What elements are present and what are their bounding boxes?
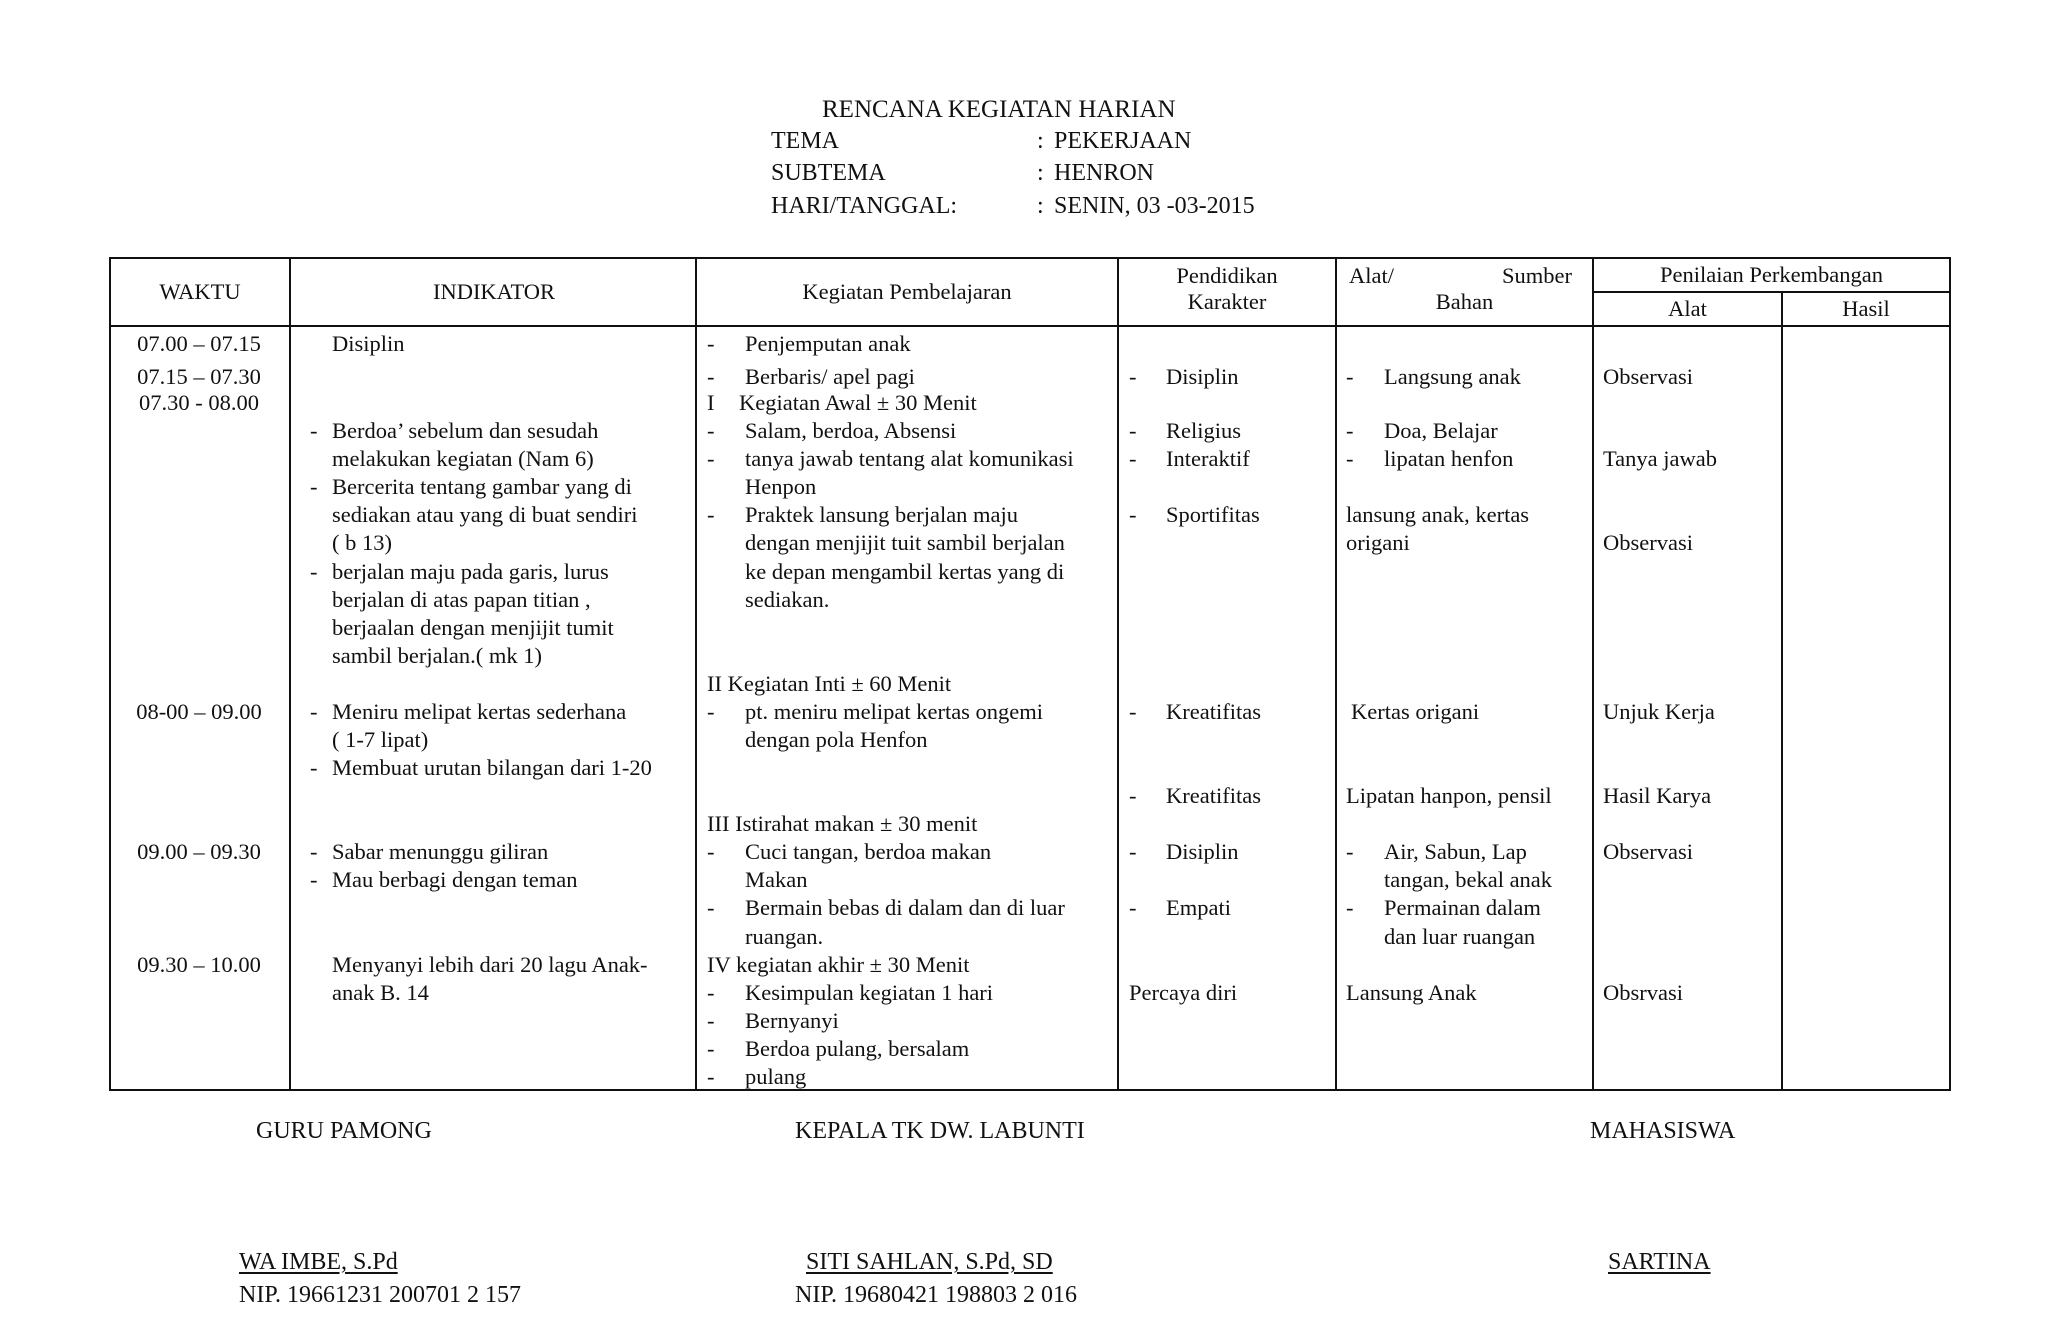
indikator-line: berjalan maju pada garis, lurus: [332, 559, 609, 584]
column-divider: [1117, 257, 1119, 1091]
signature-title-kepala-tk: KEPALA TK DW. LABUNTI: [795, 1118, 1085, 1144]
alat-bahan-item: Air, Sabun, Lap: [1384, 839, 1527, 864]
pendidikan-bullet: -: [1129, 446, 1137, 471]
indikator-line: Membuat urutan bilangan dari 1-20: [332, 755, 652, 780]
kegiatan-section-heading: IV kegiatan akhir ± 30 Menit: [707, 952, 970, 977]
indikator-bullet: -: [310, 474, 318, 499]
signature-nip-guru-pamong: NIP. 19661231 200701 2 157: [239, 1282, 522, 1308]
header-bottom-rule: [109, 325, 1951, 327]
header-sep-tema: :: [1037, 128, 1044, 154]
kegiatan-line: Kesimpulan kegiatan 1 hari: [745, 980, 994, 1005]
column-header-alat-sumber-line2: Bahan: [1435, 289, 1494, 314]
column-header-kegiatan: Kegiatan Pembelajaran: [802, 279, 1012, 304]
signature-name-guru-pamong: WA IMBE, S.Pd: [239, 1249, 398, 1275]
column-divider: [695, 257, 697, 1091]
pendidikan-karakter-item: Empati: [1166, 895, 1231, 920]
column-divider: [1592, 257, 1594, 1091]
waktu-cell: 09.00 – 09.30: [137, 839, 261, 864]
header-label-tema: TEMA: [771, 128, 839, 154]
pendidikan-karakter-item: Disiplin: [1166, 364, 1239, 389]
table-border-right: [1949, 257, 1951, 1091]
header-sep-hari-tanggal: :: [1037, 193, 1044, 219]
penilaian-alat-item: Observasi: [1603, 364, 1693, 389]
kegiatan-line: ruangan.: [745, 924, 824, 949]
kegiatan-section-number: I: [707, 390, 715, 415]
pendidikan-karakter-item: Religius: [1166, 418, 1242, 443]
kegiatan-line: ke depan mengambil kertas yang di: [745, 559, 1065, 584]
kegiatan-bullet: -: [707, 895, 715, 920]
kegiatan-line: Berdoa pulang, bersalam: [745, 1036, 970, 1061]
penilaian-alat-item: Observasi: [1603, 839, 1693, 864]
kegiatan-line: dengan menjijit tuit sambil berjalan: [745, 530, 1065, 555]
penilaian-alat-item: Hasil Karya: [1603, 783, 1712, 808]
table-border-bottom: [109, 1089, 1951, 1091]
column-header-penilaian-alat: Alat: [1668, 296, 1707, 321]
indikator-bullet: -: [310, 755, 318, 780]
header-sep-subtema: :: [1037, 160, 1044, 186]
kegiatan-section-heading: Kegiatan Awal ± 30 Menit: [739, 390, 977, 415]
header-label-subtema: SUBTEMA: [771, 160, 886, 186]
alat-bahan-item: origani: [1346, 530, 1410, 555]
indikator-line: ( b 13): [332, 530, 392, 555]
indikator-line: Sabar menunggu giliran: [332, 839, 549, 864]
column-header-alat-sumber-line1b: Sumber: [1502, 263, 1572, 288]
header-value-hari-tanggal: SENIN, 03 -03-2015: [1054, 193, 1255, 219]
column-header-penilaian-hasil: Hasil: [1842, 296, 1890, 321]
indikator-line: Menyanyi lebih dari 20 lagu Anak-: [332, 952, 648, 977]
indikator-line: Disiplin: [332, 331, 405, 356]
signature-nip-kepala-tk: NIP. 19680421 198803 2 016: [795, 1282, 1078, 1308]
pendidikan-bullet: -: [1129, 839, 1137, 864]
alat-bahan-item: Doa, Belajar: [1384, 418, 1498, 443]
kegiatan-line: Bermain bebas di dalam dan di luar: [745, 895, 1065, 920]
penilaian-alat-item: Obsrvasi: [1603, 980, 1683, 1005]
pendidikan-bullet: -: [1129, 502, 1137, 527]
alat-bahan-bullet: -: [1346, 364, 1354, 389]
penilaian-alat-item: Unjuk Kerja: [1603, 699, 1715, 724]
penilaian-alat-item: Tanya jawab: [1603, 446, 1717, 471]
indikator-line: melakukan kegiatan (Nam 6): [332, 446, 594, 471]
indikator-line: Meniru melipat kertas sederhana: [332, 699, 627, 724]
alat-bahan-item: Kertas origani: [1351, 699, 1480, 724]
table-border-top: [109, 257, 1951, 259]
kegiatan-bullet: -: [707, 980, 715, 1005]
kegiatan-line: Berbaris/ apel pagi: [745, 364, 915, 389]
alat-bahan-bullet: -: [1346, 418, 1354, 443]
alat-bahan-item: Permainan dalam: [1384, 895, 1541, 920]
pendidikan-bullet: -: [1129, 895, 1137, 920]
kegiatan-bullet: -: [707, 331, 715, 356]
kegiatan-line: dengan pola Henfon: [745, 727, 928, 752]
kegiatan-bullet: -: [707, 1036, 715, 1061]
header-label-hari-tanggal: HARI/TANGGAL:: [771, 193, 958, 219]
signature-title-mahasiswa: MAHASISWA: [1590, 1118, 1736, 1144]
pendidikan-bullet: -: [1129, 418, 1137, 443]
indikator-line: Bercerita tentang gambar yang di: [332, 474, 632, 499]
column-header-waktu: WAKTU: [159, 279, 241, 304]
kegiatan-line: Makan: [745, 867, 808, 892]
signature-title-guru-pamong: GURU PAMONG: [256, 1118, 432, 1144]
kegiatan-line: Penjemputan anak: [745, 331, 911, 356]
waktu-cell: 07.15 – 07.30: [137, 364, 261, 389]
waktu-cell: 07.30 - 08.00: [139, 390, 259, 415]
column-header-pendidikan-line2: Karakter: [1187, 289, 1267, 314]
indikator-bullet: -: [310, 839, 318, 864]
column-divider: [1335, 257, 1337, 1091]
alat-bahan-bullet: -: [1346, 839, 1354, 864]
header-value-tema: PEKERJAAN: [1054, 128, 1192, 154]
alat-bahan-item: lipatan henfon: [1384, 446, 1514, 471]
kegiatan-bullet: -: [707, 446, 715, 471]
kegiatan-bullet: -: [707, 1064, 715, 1089]
indikator-bullet: -: [310, 559, 318, 584]
kegiatan-bullet: -: [707, 418, 715, 443]
kegiatan-bullet: -: [707, 502, 715, 527]
indikator-line: ( 1-7 lipat): [332, 727, 429, 752]
indikator-bullet: -: [310, 867, 318, 892]
pendidikan-bullet: -: [1129, 699, 1137, 724]
indikator-line: anak B. 14: [332, 980, 429, 1005]
pendidikan-karakter-item: Disiplin: [1166, 839, 1239, 864]
kegiatan-line: pt. meniru melipat kertas ongemi: [745, 699, 1044, 724]
waktu-cell: 07.00 – 07.15: [137, 331, 261, 356]
pendidikan-karakter-item: Kreatifitas: [1166, 783, 1261, 808]
indikator-line: berjalan di atas papan titian ,: [332, 587, 591, 612]
column-header-pendidikan-line1: Pendidikan: [1176, 263, 1278, 288]
lesson-plan-table: [109, 257, 1951, 1091]
alat-bahan-item: Lipatan hanpon, pensil: [1346, 783, 1552, 808]
signature-name-mahasiswa: SARTINA: [1608, 1249, 1711, 1275]
signature-name-kepala-tk: SITI SAHLAN, S.Pd, SD: [806, 1249, 1053, 1275]
penilaian-subheader-rule: [1592, 291, 1951, 293]
kegiatan-section-heading: II Kegiatan Inti ± 60 Menit: [707, 671, 952, 696]
header-value-subtema: HENRON: [1054, 160, 1154, 186]
pendidikan-karakter-item: Kreatifitas: [1166, 699, 1261, 724]
kegiatan-line: pulang: [745, 1064, 807, 1089]
kegiatan-line: Praktek lansung berjalan maju: [745, 502, 1019, 527]
waktu-cell: 09.30 – 10.00: [137, 952, 261, 977]
pendidikan-karakter-item: Sportifitas: [1166, 502, 1260, 527]
alat-bahan-item: Lansung Anak: [1346, 980, 1477, 1005]
indikator-bullet: -: [310, 418, 318, 443]
pendidikan-karakter-item: Percaya diri: [1129, 980, 1238, 1005]
document-title: RENCANA KEGIATAN HARIAN: [822, 96, 1176, 123]
column-divider: [289, 257, 291, 1091]
penilaian-alat-item: Observasi: [1603, 530, 1693, 555]
alat-bahan-item: tangan, bekal anak: [1384, 867, 1553, 892]
alat-bahan-item: dan luar ruangan: [1384, 924, 1536, 949]
column-header-indikator: INDIKATOR: [432, 279, 556, 304]
kegiatan-bullet: -: [707, 1008, 715, 1033]
indikator-line: berjaalan dengan menjijit tumit: [332, 615, 614, 640]
alat-bahan-bullet: -: [1346, 895, 1354, 920]
kegiatan-line: Salam, berdoa, Absensi: [745, 418, 957, 443]
kegiatan-bullet: -: [707, 839, 715, 864]
kegiatan-line: tanya jawab tentang alat komunikasi: [745, 446, 1074, 471]
alat-bahan-item: lansung anak, kertas: [1346, 502, 1530, 527]
indikator-line: Mau berbagi dengan teman: [332, 867, 578, 892]
waktu-cell: 08-00 – 09.00: [136, 699, 262, 724]
alat-bahan-item: Langsung anak: [1384, 364, 1521, 389]
kegiatan-line: Henpon: [745, 474, 817, 499]
column-header-alat-sumber-line1a: Alat/: [1349, 263, 1394, 288]
column-header-penilaian: Penilaian Perkembangan: [1659, 262, 1884, 287]
indikator-bullet: -: [310, 699, 318, 724]
kegiatan-line: Cuci tangan, berdoa makan: [745, 839, 992, 864]
alat-bahan-bullet: -: [1346, 446, 1354, 471]
pendidikan-bullet: -: [1129, 364, 1137, 389]
kegiatan-bullet: -: [707, 364, 715, 389]
indikator-line: sediakan atau yang di buat sendiri: [332, 502, 638, 527]
column-divider: [1781, 292, 1783, 1091]
pendidikan-karakter-item: Interaktif: [1166, 446, 1250, 471]
kegiatan-line: Bernyanyi: [745, 1008, 839, 1033]
kegiatan-bullet: -: [707, 699, 715, 724]
indikator-line: Berdoa’ sebelum dan sesudah: [332, 418, 599, 443]
pendidikan-bullet: -: [1129, 783, 1137, 808]
indikator-line: sambil berjalan.( mk 1): [332, 643, 542, 668]
kegiatan-line: sediakan.: [745, 587, 830, 612]
kegiatan-section-heading: III Istirahat makan ± 30 menit: [707, 811, 978, 836]
